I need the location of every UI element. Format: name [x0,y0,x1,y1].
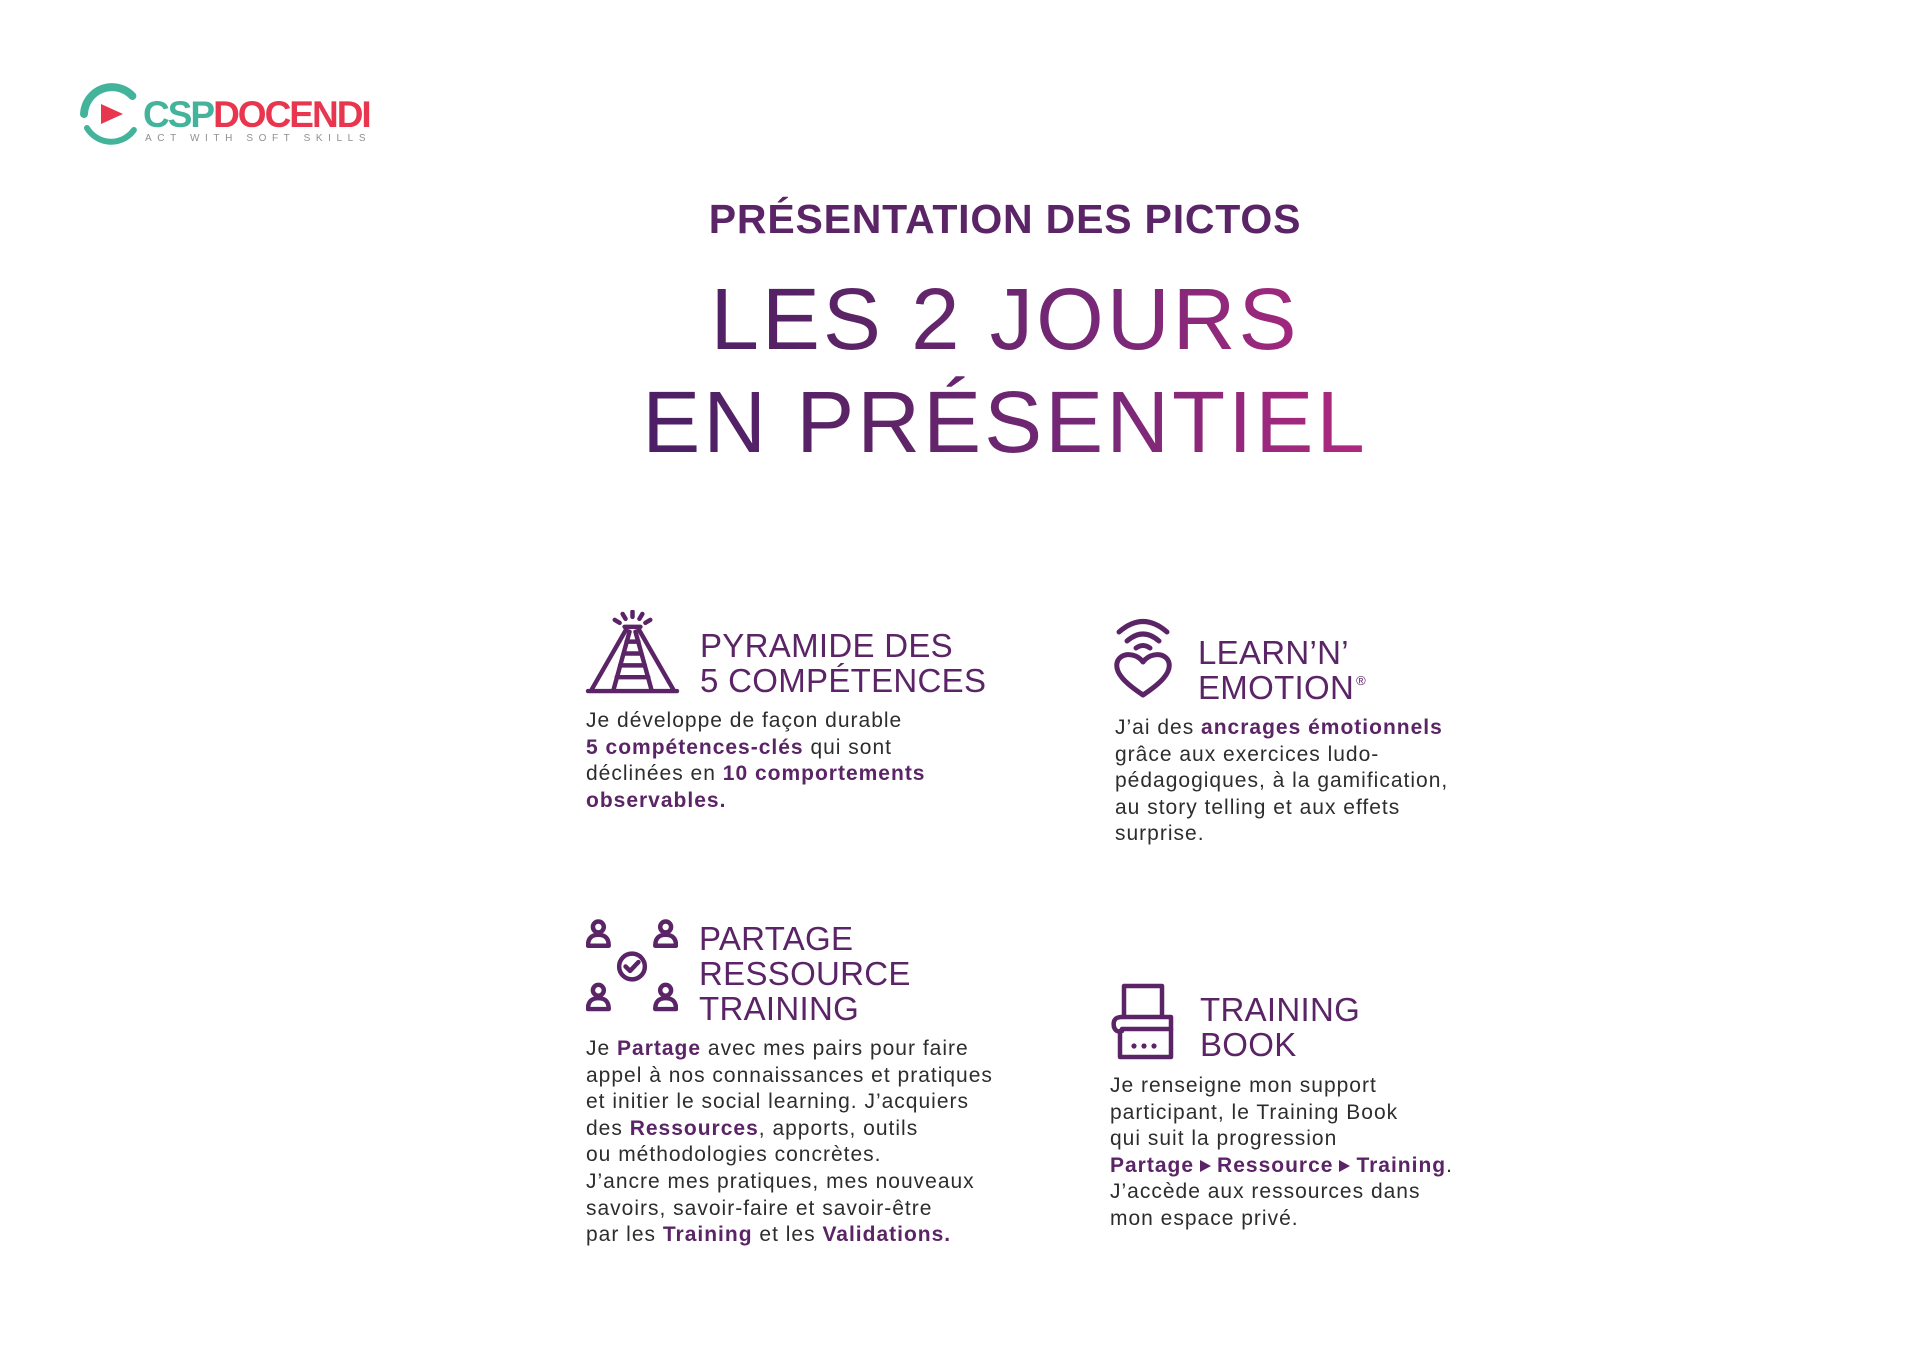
body-line [1115,742,1448,769]
body-line [586,1089,993,1116]
body-text: J’ai des [1115,716,1202,739]
body-text: et initier le social learning. J’acquiers [586,1090,969,1114]
block-heading [1200,992,1360,1062]
block-description [1110,1073,1453,1233]
pyramid-icon [585,610,680,695]
highlighted-text: Ressources [629,1116,759,1140]
body-line [1110,1100,1453,1127]
block-description [1115,715,1448,848]
brand-csp: CSP [143,94,214,135]
brand-docendi: DOCENDI [213,94,370,135]
body-line [1115,768,1448,795]
heading-line-text: EMOTION [1198,669,1355,706]
highlighted-text: 10 comportements [722,762,926,786]
page-title-line: LES 2 JOURS [710,271,1300,368]
body-text: avec mes pairs pour faire [701,1037,969,1060]
highlighted-text: Ressource [1217,1153,1334,1177]
triangle-right-icon [1200,1160,1211,1172]
body-line [586,761,926,788]
body-text: mon espace privé. [1110,1206,1299,1230]
heart-waves-icon [1111,615,1175,699]
body-line [586,1036,993,1063]
body-text: participant, le Training Book [1110,1100,1399,1124]
body-line [586,735,926,762]
body-text: qui suit la progression [1110,1127,1338,1151]
body-text: appel à nos connaissances et pratiques [586,1063,993,1087]
body-text: Je renseigne mon support [1110,1074,1377,1097]
body-line [1110,1179,1453,1206]
highlighted-text: Validations. [822,1223,952,1247]
body-text: par les [586,1223,663,1247]
brand-name [143,96,370,133]
body-text: J’accède aux ressources dans [1110,1180,1421,1204]
page-title [642,268,1368,474]
body-text: déclinées en [586,762,723,786]
heading-line: 5 COMPÉTENCES [700,662,987,699]
block-heading [1198,635,1366,712]
body-line [1110,1153,1453,1180]
highlighted-text: Training [1356,1153,1447,1177]
body-text: pédagogiques, à la gamification, [1115,769,1449,793]
heading-line [1198,670,1366,712]
page-subtitle: PRÉSENTATION DES PICTOS [708,196,1302,242]
highlighted-text: Partage [617,1037,702,1060]
heading-line: TRAINING [1200,991,1361,1028]
body-text: et les [752,1223,823,1247]
triangle-right-icon [1339,1160,1350,1172]
highlighted-text: Partage [1110,1153,1195,1177]
body-text: , apports, outils [758,1116,919,1140]
body-text: . [1446,1153,1453,1177]
heading-line: TRAINING [699,990,860,1027]
heading-line: LEARN’N’ [1198,634,1349,671]
training-book-icon [1110,983,1176,1061]
body-line [586,1222,993,1249]
body-line [586,1196,993,1223]
block-heading [700,628,986,698]
block-description [586,708,926,814]
body-line [1110,1206,1453,1233]
body-line [586,1063,993,1090]
body-text: J’ancre mes pratiques, mes nouveaux [586,1169,975,1193]
body-text: qui sont [803,735,892,759]
highlighted-text: observables. [586,788,727,812]
body-line [1115,795,1448,822]
body-line [586,708,926,735]
body-line [1115,715,1448,742]
body-text: grâce aux exercices ludo- [1115,742,1380,766]
registered-mark: ® [1356,673,1366,688]
body-text: ou méthodologies concrètes. [586,1143,882,1167]
highlighted-text: Training [662,1223,753,1247]
highlighted-text: 5 compétences-clés [586,735,804,759]
brand-tagline: ACT WITH SOFT SKILLS [145,133,372,144]
highlighted-text: ancrages émotionnels [1201,716,1443,739]
heading-line: PARTAGE [699,920,854,957]
body-text: au story telling et aux effets [1115,795,1401,819]
body-text: des [586,1116,630,1140]
play-logo-icon [80,77,142,151]
heading-line: BOOK [1200,1026,1297,1063]
body-text: Je [586,1037,618,1060]
block-heading [699,921,911,1026]
body-line [586,788,926,815]
body-line [1110,1073,1453,1100]
body-line [586,1142,993,1169]
body-line [1115,821,1448,848]
people-network-icon [586,919,678,1014]
body-text: Je développe de façon durable [586,709,903,732]
body-line [1110,1126,1453,1153]
heading-line: PYRAMIDE DES [700,627,953,664]
body-text: savoirs, savoir-faire et savoir-être [586,1196,933,1220]
body-line [586,1116,993,1143]
body-line [586,1169,993,1196]
block-description [586,1036,993,1249]
body-text: surprise. [1115,822,1205,846]
page-title-line: EN PRÉSENTIEL [642,374,1368,471]
heading-line: RESSOURCE [699,955,911,992]
